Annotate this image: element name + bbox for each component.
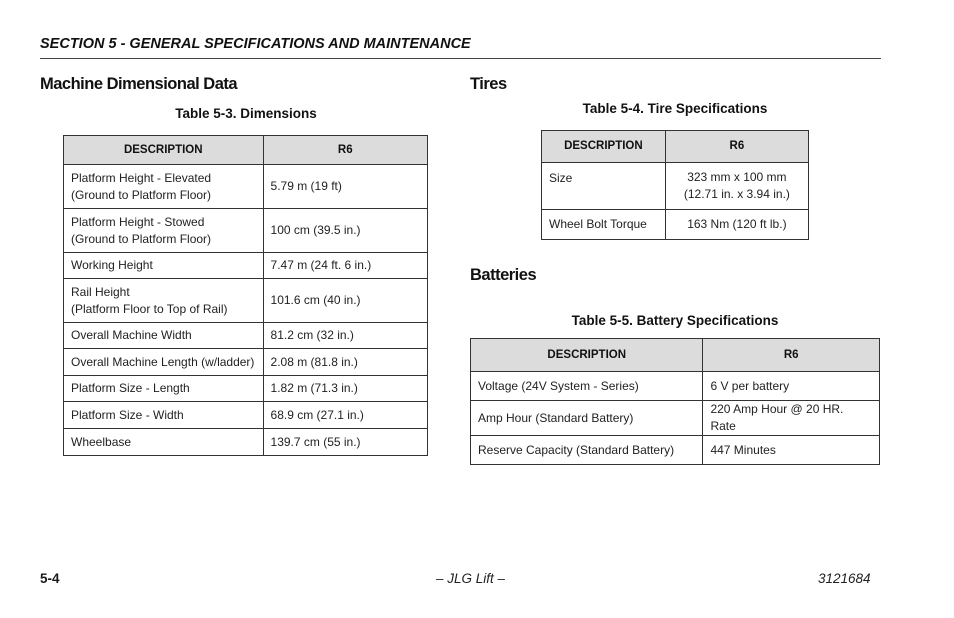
row-desc: Size (542, 163, 666, 210)
row-value: 220 Amp Hour @ 20 HR. Rate (703, 401, 880, 436)
table-row (64, 429, 428, 456)
row-desc: Overall Machine Length (w/ladder) (64, 349, 264, 376)
row-value: 5.79 m (19 ft) (263, 165, 427, 209)
column-header: R6 (263, 136, 427, 165)
tires-table (541, 130, 809, 240)
footer-brand: – JLG Lift – (436, 571, 506, 586)
batteries-table (470, 338, 880, 465)
row-desc: Overall Machine Width (64, 323, 264, 349)
row-desc: Rail Height (71, 284, 130, 299)
row-value: 163 Nm (120 ft lb.) (665, 210, 808, 240)
table-row (64, 349, 428, 376)
row-desc-sub: (Ground to Platform Floor) (71, 187, 212, 202)
table-row (542, 163, 809, 210)
column-header: R6 (703, 339, 880, 372)
row-desc: Voltage (24V System - Series) (471, 372, 703, 401)
dimensions-caption: Table 5-3. Dimensions (175, 106, 317, 121)
row-desc: Wheelbase (64, 429, 264, 456)
tires-caption: Table 5-4. Tire Specifications (582, 101, 768, 116)
column-header: DESCRIPTION (64, 136, 264, 165)
row-value: 2.08 m (81.8 in.) (263, 349, 427, 376)
row-value: 81.2 cm (32 in.) (263, 323, 427, 349)
table-row (64, 376, 428, 402)
row-value: 100 cm (39.5 in.) (263, 209, 427, 253)
row-value: 1.82 m (71.3 in.) (263, 376, 427, 402)
row-value: 139.7 cm (55 in.) (263, 429, 427, 456)
section-header: SECTION 5 - GENERAL SPECIFICATIONS AND MAINTENANCE (40, 36, 471, 52)
table-row (64, 279, 428, 323)
row-desc-sub: (Ground to Platform Floor) (71, 231, 212, 246)
row-desc: Reserve Capacity (Standard Battery) (471, 436, 703, 465)
row-value: 447 Minutes (703, 436, 880, 465)
column-header: DESCRIPTION (471, 339, 703, 372)
table-header-row (64, 136, 428, 165)
table-header-row (471, 339, 880, 372)
row-value: 323 mm x 100 mm (687, 170, 787, 184)
table-row (471, 436, 880, 465)
table-row (64, 402, 428, 429)
batteries-heading: Batteries (470, 266, 537, 284)
document-number: 3121684 (818, 571, 871, 586)
row-desc: Platform Size - Length (64, 376, 264, 402)
column-header: DESCRIPTION (542, 131, 666, 163)
dimensions-table (63, 135, 428, 456)
row-desc-sub: (Platform Floor to Top of Rail) (71, 301, 228, 316)
table-row (64, 165, 428, 209)
row-desc: Amp Hour (Standard Battery) (471, 401, 703, 436)
column-header: R6 (665, 131, 808, 163)
dimensions-heading: Machine Dimensional Data (40, 75, 238, 93)
table-row (471, 372, 880, 401)
header-rule (40, 58, 881, 59)
page-number: 5-4 (40, 571, 60, 586)
row-desc: Platform Size - Width (64, 402, 264, 429)
table-row (64, 253, 428, 279)
row-value-sub: (12.71 in. x 3.94 in.) (683, 187, 790, 201)
row-desc: Working Height (64, 253, 264, 279)
row-value: 7.47 m (24 ft. 6 in.) (263, 253, 427, 279)
row-value: 68.9 cm (27.1 in.) (263, 402, 427, 429)
batteries-caption: Table 5-5. Battery Specifications (571, 313, 779, 328)
table-row (471, 401, 880, 436)
row-value: 6 V per battery (703, 372, 880, 401)
row-value: 101.6 cm (40 in.) (263, 279, 427, 323)
table-row (542, 210, 809, 240)
row-desc: Platform Height - Stowed (71, 214, 205, 229)
table-row (64, 323, 428, 349)
row-desc: Platform Height - Elevated (71, 170, 212, 185)
row-desc: Wheel Bolt Torque (542, 210, 666, 240)
table-header-row (542, 131, 809, 163)
table-row (64, 209, 428, 253)
tires-heading: Tires (470, 75, 507, 93)
